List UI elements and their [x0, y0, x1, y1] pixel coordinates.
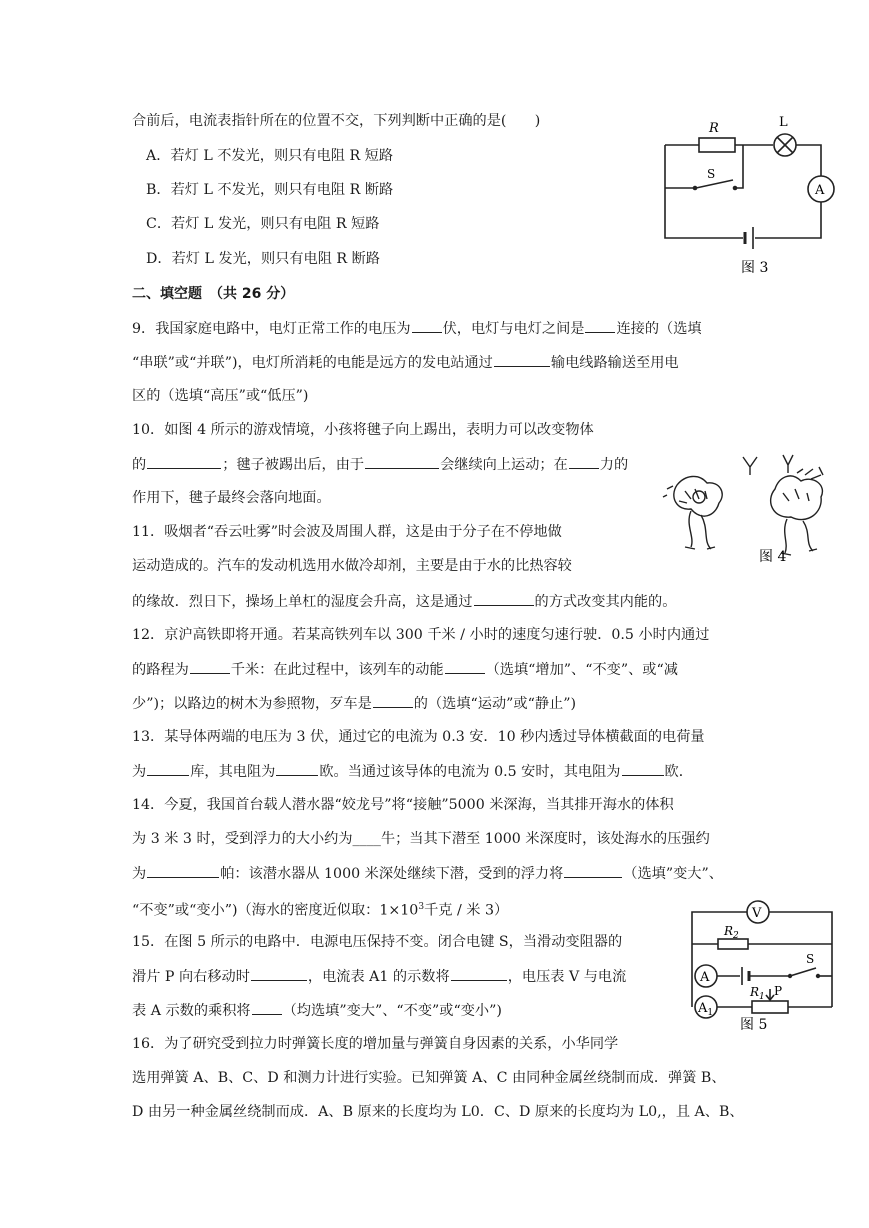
- q14-text: 千克 / 米 3）: [424, 902, 509, 919]
- q10-blank-1: [147, 454, 221, 469]
- q15-blank-3: [252, 1000, 282, 1015]
- q12-blank-3: [373, 693, 413, 708]
- fig5-voltmeter-label: V: [752, 906, 762, 921]
- q12-blank-2: [445, 659, 485, 674]
- q15-blank-1: [251, 966, 307, 981]
- fig5-ammeter-a-label: A: [700, 970, 710, 985]
- q13-blank-3: [622, 761, 664, 776]
- q12-blank-1: [190, 659, 230, 674]
- q10-line-1: 10．如图 4 所示的游戏情境，小孩将毽子向上踢出，表明力可以改变物体: [132, 422, 594, 438]
- fig5-r1-label: $R_1$: [750, 985, 765, 1002]
- q10-text: ；毽子被踢出后，由于: [222, 457, 365, 473]
- q10-blank-3: [569, 454, 599, 469]
- q13-text: 为: [132, 764, 147, 780]
- q12-text: 的（选填“运动”或“静止”): [413, 696, 577, 712]
- q9-line-2: [132, 352, 679, 373]
- fig3-r-label: R: [709, 121, 719, 136]
- q12-text: 少”)；以路边的树木为参照物，歹车是: [132, 696, 372, 712]
- figure-4-shuttlecock-game: [655, 445, 845, 570]
- section-fill-blank-title: 二、填空题 （共 26 分）: [132, 286, 295, 302]
- q11-text: 的方式改变其内能的。: [534, 594, 677, 610]
- fig3-s-label: S: [707, 167, 716, 181]
- fig5-slider-p-label: P: [774, 984, 783, 998]
- q14-exponent: 3: [418, 902, 425, 912]
- q16-line-2: 选用弹簧 A、B、C、D 和测力计进行实验。已知弹簧 A、C 由同种金属丝绕制而成．弹簧 B、: [132, 1070, 726, 1086]
- q12-text: 的路程为: [132, 662, 189, 678]
- q9-text: 连接的（选填: [616, 321, 702, 337]
- q12-text: （选填“增加”、“不变”、或“减: [485, 662, 678, 678]
- q8-option-a: A．若灯 L 不发光，则只有电阻 R 短路: [146, 148, 394, 164]
- fig3-caption: 图 3: [741, 260, 769, 276]
- fig5-caption: 图 5: [740, 1017, 768, 1030]
- q10-line-2: [132, 454, 628, 475]
- q14-line-2: 为 3 米 3 时，受到浮力的大小约为____牛；当其下潜至 1000 米深度时，该处海水的压强约: [132, 831, 710, 847]
- q15-blank-2: [451, 966, 507, 981]
- q14-text: “不变”或“变小”)（海水的密度近似取：1×10: [132, 902, 419, 919]
- q13-text: 库，其电阻为: [190, 764, 276, 780]
- q10-line-3: 作用下，毽子最终会落向地面。: [132, 490, 331, 506]
- fig3-ammeter-label: A: [815, 183, 825, 198]
- q13-blank-1: [147, 761, 189, 776]
- q8-option-d: D．若灯 L 发光，则只有电阻 R 断路: [146, 251, 380, 267]
- q14-line-4: [132, 897, 508, 921]
- q14-text: 帕：该潜水器从 1000 米深处继续下潜，受到的浮力将: [220, 866, 564, 882]
- q9-text: 9．我国家庭电路中，电灯正常工作的电压为: [132, 321, 411, 337]
- q9-text: 伏，电灯与电灯之间是: [442, 321, 585, 337]
- q15-line-1: 15．在图 5 所示的电路中．电源电压保持不变。闭合电键 S，当滑动变阻器的: [132, 934, 623, 950]
- q9-blank-connection: [585, 318, 615, 333]
- q9-text: 输电线路输送至用电: [550, 355, 679, 371]
- figure-5-circuit: [680, 895, 845, 1030]
- q10-text: 的: [132, 457, 147, 473]
- fig4-caption: 图 4: [759, 549, 787, 565]
- q16-line-3: D 由另一种金属丝绕制而成．A、B 原来的长度均为 L0．C、D 原来的长度均为 L0,，且 A、B、: [132, 1104, 744, 1120]
- q8-stem: 合前后，电流表指针所在的位置不交，下列判断中正确的是( ): [132, 113, 541, 129]
- q12-line-3: [132, 693, 576, 714]
- q14-blank-2: [564, 863, 622, 878]
- q14-text: 为: [132, 866, 147, 882]
- q11-line-2: 运动造成的。汽车的发动机选用水做冷却剂，主要是由于水的比热容较: [132, 558, 572, 574]
- q15-line-2: [132, 966, 626, 987]
- q13-text: 欧。当通过该导体的电流为 0.5 安时，其电阻为: [319, 764, 621, 780]
- q10-text: 力的: [599, 457, 629, 473]
- q14-line-1: 14．今夏，我国首台载人潜水器“姣龙号”将“接触”5000 米深海，当其排开海水的体积: [132, 797, 674, 813]
- q12-line-2: [132, 659, 678, 680]
- q13-line-2: [132, 761, 693, 782]
- fig3-l-label: L: [779, 115, 788, 130]
- q11-line-3: [132, 591, 676, 612]
- q12-text: 千米：在此过程中，该列车的动能: [230, 662, 444, 678]
- q9-blank-line: [494, 352, 550, 367]
- fig5-r2-label: $R_2$: [724, 924, 739, 941]
- q13-line-1: 13．某导体两端的电压为 3 伏，通过它的电流为 0.3 安．10 秒内透过导体横截面的电荷量: [132, 729, 705, 745]
- q11-line-1: 11．吸烟者“吞云吐雾”时会波及周围人群，这是由于分子在不停地做: [132, 524, 562, 540]
- q16-line-1: 16．为了研究受到拉力时弹簧长度的增加量与弹簧自身因素的关系，小华同学: [132, 1036, 619, 1052]
- q11-text: 的缘故．烈日下，操场上单杠的湿度会升高，这是通过: [132, 594, 473, 610]
- q10-blank-2: [365, 454, 439, 469]
- q15-text: 表 A 示数的乘积将: [132, 1003, 251, 1019]
- fig5-ammeter-a1-label: $A_1$: [698, 1001, 714, 1018]
- q15-text: 滑片 P 向右移动时: [132, 969, 250, 985]
- q10-text: 会继续向上运动；在: [440, 457, 568, 473]
- q8-option-c: C．若灯 L 发光，则只有电阻 R 短路: [146, 216, 380, 232]
- q9-line-1: [132, 318, 702, 339]
- q13-blank-2: [276, 761, 318, 776]
- q15-text: ，电压表 V 与电流: [507, 969, 627, 985]
- q9-blank-voltage: [412, 318, 442, 333]
- q9-line-3: 区的（选填“高压”或“低压”): [132, 388, 309, 404]
- q15-line-3: [132, 1000, 502, 1021]
- q11-blank: [474, 591, 534, 606]
- q14-blank-1: [147, 863, 219, 878]
- q9-text: “串联”或“并联”)，电灯所消耗的电能是远方的发电站通过: [132, 355, 493, 371]
- q15-text: ，电流表 A1 的示数将: [307, 969, 450, 985]
- q14-line-3: [132, 863, 723, 884]
- q8-option-b: B．若灯 L 不发光，则只有电阻 R 断路: [146, 182, 394, 198]
- q12-line-1: 12．京沪高铁即将开通。若某高铁列车以 300 千米 / 小时的速度匀速行驶．0.5 小时内通过: [132, 627, 710, 643]
- q15-text: （均选填”变大”、“不变”或“变小”): [282, 1003, 502, 1019]
- figure-3-circuit: [655, 110, 840, 280]
- q13-text: 欧．: [664, 764, 693, 780]
- q14-text: （选填”变大”、: [623, 866, 723, 882]
- fig5-s-label: S: [806, 952, 815, 966]
